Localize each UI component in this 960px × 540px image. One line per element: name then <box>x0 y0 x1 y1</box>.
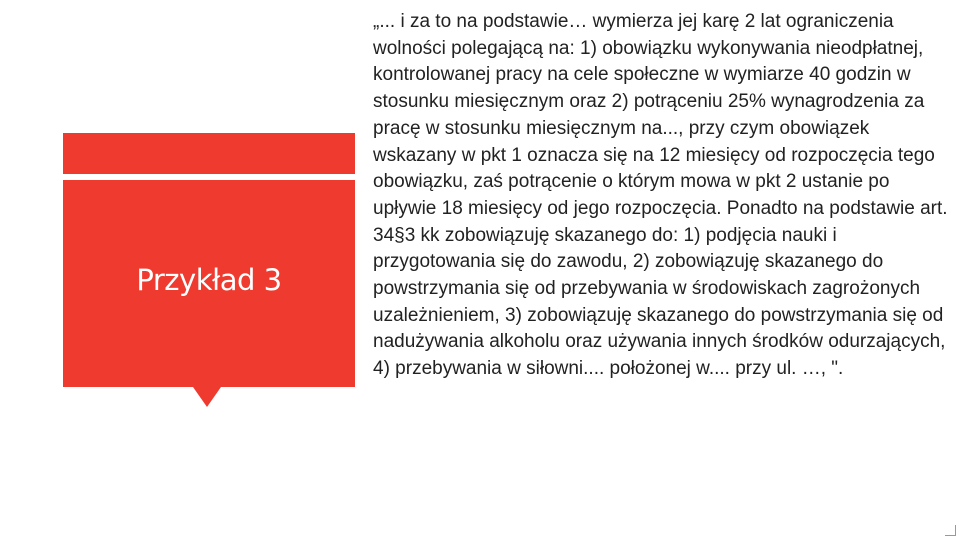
accent-strip <box>63 133 355 174</box>
title-box-pointer <box>193 387 221 407</box>
slide-title: Przykład 3 <box>136 263 282 297</box>
slide-corner-mark <box>945 525 956 536</box>
slide-body-text: „... i za to na podstawie… wymierza jej karę 2 lat ograniczenia wolności polegającą na: 1) obowiązku wykonywania nieodpłatnej, kontrolowanej pracy na cele społeczne w wymiarze 40 godzin w stosunku miesięcznym oraz 2) potrąceniu 25% wynagrodzenia za pracę w stosunku miesięcznym na..., przy czym obowiązek wskazany w pkt 1 oznacza się na 12 miesięcy od rozpoczęcia tego obowiązku, zaś potrącenie o którym mowa w pkt 2 ustanie po upływie 18 miesięcy od jego rozpoczęcia. Ponadto na podstawie art. 34§3 kk zobowiązuję skazanego do: 1) podjęcia nauki i przygotowania się do zawodu, 2) zobowiązuję skazanego do powstrzymania się od przebywania w środowiskach zagrożonych uzależnieniem, 3) zobowiązuję skazanego do powstrzymania się od nadużywania alkoholu oraz używania innych środków odurzających, 4) przebywania w siłowni.... położonej w.... przy ul. …, ". <box>373 11 948 380</box>
